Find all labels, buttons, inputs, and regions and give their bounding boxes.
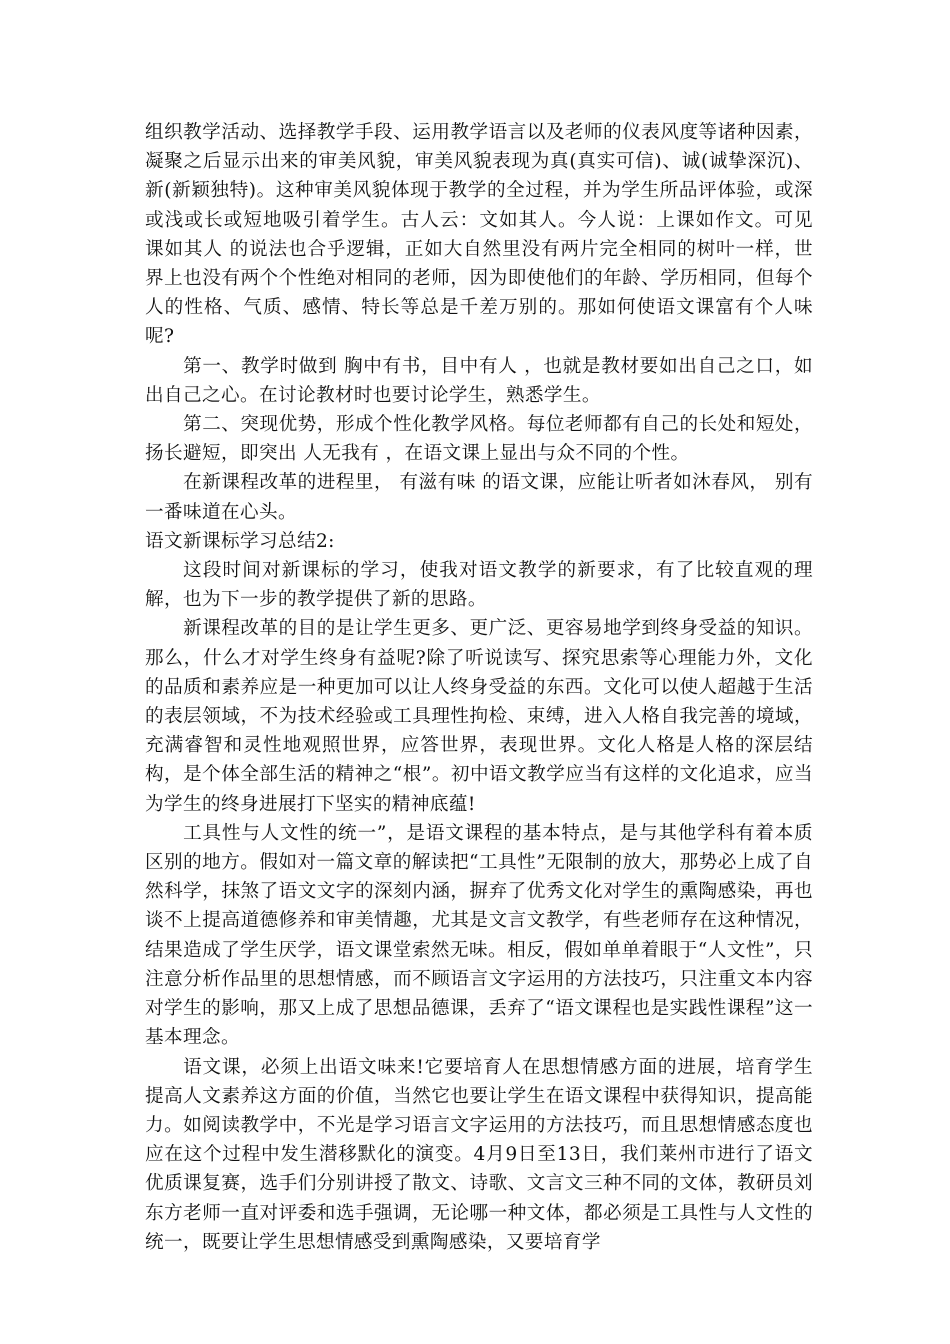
paragraph-reform-goal: 新课程改革的目的是让学生更多、更广泛、更容易地学到终身受益的知识。那么，什么才对学生终身有益呢?除了听说读写、探究思索等心理能力外，文化的品质和素养应是一种更加可以让人终身受益的东西。文化可以使人超越于生活的表层领域，不为技术经验或工具理性拘检、束缚，进入人格自我完善的境域，充满睿智和灵性地观照世界，应答世界，表现世界。文化人格是人格的深层结构，是个体全部生活的精神之“根”。初中语文教学应当有这样的文化追求，应当为学生的终身进展打下坚实的精神底蕴! xyxy=(145,618,813,815)
paragraph-study: 这段时间对新课标的学习，使我对语文教学的新要求，有了比较直观的理解，也为下一步的教学提供了新的思路。 xyxy=(145,560,813,611)
paragraph-conclusion: 在新课程改革的进程里， 有滋有味 的语文课，应能让听者如沐春风， 别有一番味道在心头。 xyxy=(145,472,813,523)
paragraph-point-two: 第二、突现优势，形成个性化教学风格。每位老师都有自己的长处和短处，扬长避短，即突出 人无我有 ，在语文课上显出与众不同的个性。 xyxy=(145,414,813,465)
document-page xyxy=(145,118,813,1257)
paragraph-point-one: 第一、教学时做到 胸中有书，目中有人 ，也就是教材要如出自己之口，如出自己之心。在讨论教材时也要讨论学生，熟悉学生。 xyxy=(145,355,813,406)
paragraph-intro: 组织教学活动、选择教学手段、运用教学语言以及老师的仪表风度等诸种因素，凝聚之后显示出来的审美风貌，审美风貌表现为真(真实可信)、诚(诚挚深沉)、新(新颖独特)。这种审美风貌体现于教学的全过程，并为学生所品评体验，或深或浅或长或短地吸引着学生。古人云：文如其人。今人说：上课如作文。可见 课如其人 的说法也合乎逻辑，正如大自然里没有两片完全相同的树叶一样，世界上也没有两个个性绝对相同的老师，因为即使他们的年龄、学历相同，但每个人的性格、气质、感情、特长等总是千差万别的。那如何使语文课富有个人味呢? xyxy=(145,122,813,348)
paragraph-chinese-flavor: 语文课，必须上出语文味来!它要培育人在思想情感方面的进展，培育学生提高人文素养这方面的价值，当然它也要让学生在语文课程中获得知识，提高能力。如阅读教学中，不光是学习语言文字运用的方法技巧，而且思想情感态度也应在这个过程中发生潜移默化的演变。4月9日至13日，我们莱州市进行了语文优质课复赛，选手们分别讲授了散文、诗歌、文言文三种不同的文体，教研员刘东方老师一直对评委和选手强调，无论哪一种文体，都必须是工具性与人文性的统一，既要让学生思想情感受到熏陶感染，又要培育学 xyxy=(145,1056,813,1253)
section-heading: 语文新课标学习总结2: xyxy=(145,530,335,552)
paragraph-tool-humanity: 工具性与人文性的统一”，是语文课程的基本特点，是与其他学科有着本质区别的地方。假如对一篇文章的解读把“工具性”无限制的放大，那势必上成了自然科学，抹煞了语文文字的深刻内涵，摒弃了优秀文化对学生的熏陶感染，再也谈不上提高道德修养和审美情趣，尤其是文言文教学，有些老师存在这种情况，结果造成了学生厌学，语文课堂索然无味。相反，假如单单着眼于“人文性”，只注意分析作品里的思想情感，而不顾语言文字运用的方法技巧，只注重文本内容对学生的影响，那又上成了思想品德课，丢弃了“语文课程也是实践性课程”这一基本理念。 xyxy=(145,822,813,1049)
